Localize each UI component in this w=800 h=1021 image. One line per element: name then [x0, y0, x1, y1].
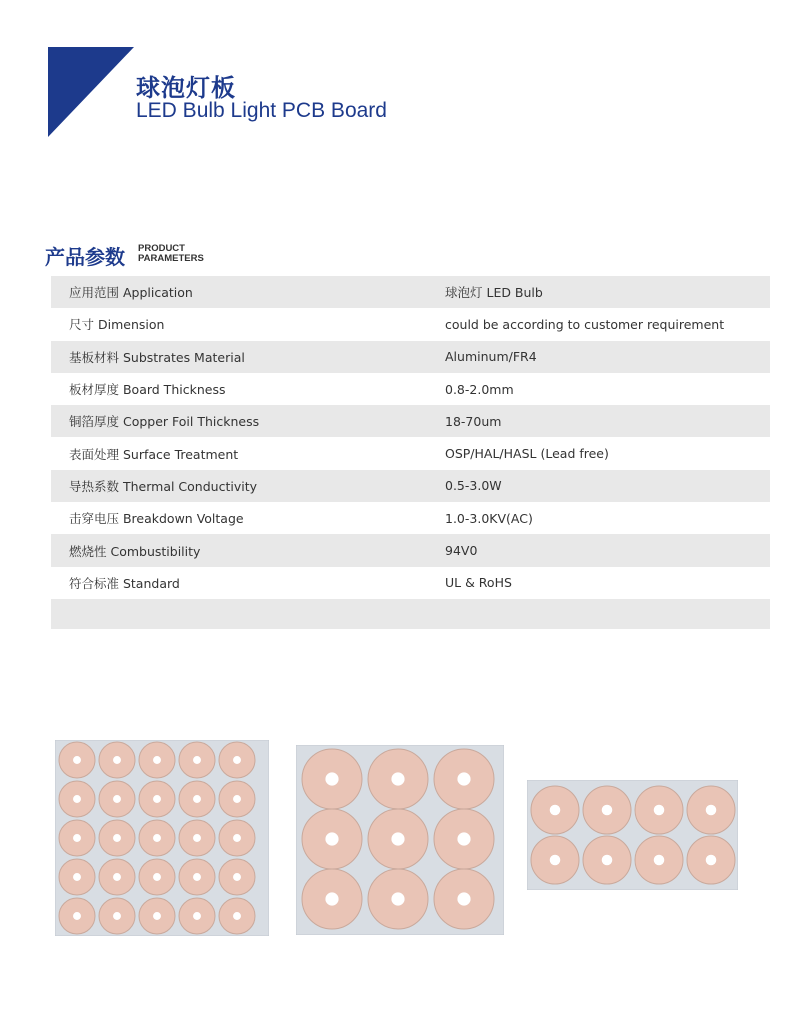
- param-label: 尺寸 Dimension: [69, 317, 165, 333]
- param-label: 燃烧性 Combustibility: [69, 543, 201, 559]
- pcb-center-hole: [153, 912, 161, 920]
- section-title-en-line1: PRODUCT: [138, 243, 185, 254]
- param-label: 应用范围 Application: [69, 285, 193, 301]
- param-value: 0.5-3.0W: [445, 478, 502, 494]
- pcb-center-hole: [457, 832, 470, 845]
- page-title-cn: 球泡灯板: [136, 74, 236, 102]
- pcb-center-hole: [457, 772, 470, 785]
- pcb-center-hole: [325, 892, 338, 905]
- pcb-center-hole: [113, 795, 121, 803]
- pcb-center-hole: [73, 873, 81, 881]
- pcb-center-hole: [113, 912, 121, 920]
- table-row: [51, 534, 770, 566]
- pcb-center-hole: [153, 834, 161, 842]
- table-row-empty: [51, 599, 770, 629]
- pcb-center-hole: [193, 912, 201, 920]
- pcb-center-hole: [153, 756, 161, 764]
- table-row: [51, 502, 770, 534]
- param-label: 符合标准 Standard: [69, 575, 180, 591]
- table-row: [51, 567, 770, 599]
- pcb-center-hole: [550, 855, 561, 866]
- pcb-center-hole: [233, 795, 241, 803]
- pcb-center-hole: [73, 756, 81, 764]
- param-value: 1.0-3.0KV(AC): [445, 510, 533, 526]
- table-row: [51, 405, 770, 437]
- param-value: could be according to customer requirement: [445, 316, 725, 332]
- page-title-en: LED Bulb Light PCB Board: [136, 99, 387, 122]
- pcb-center-hole: [113, 834, 121, 842]
- pcb-center-hole: [706, 805, 717, 816]
- pcb-center-hole: [233, 756, 241, 764]
- param-label: 导热系数 Thermal Conductivity: [69, 478, 257, 494]
- pcb-center-hole: [654, 855, 665, 866]
- param-value: 0.8-2.0mm: [445, 381, 514, 397]
- pcb-center-hole: [391, 772, 404, 785]
- param-value: OSP/HAL/HASL (Lead free): [445, 446, 609, 462]
- pcb-center-hole: [602, 855, 613, 866]
- section-title-cn: 产品参数: [45, 245, 125, 269]
- pcb-center-hole: [325, 772, 338, 785]
- param-value: 球泡灯 LED Bulb: [445, 285, 543, 301]
- table-row: [51, 341, 770, 373]
- pcb-center-hole: [550, 805, 561, 816]
- pcb-center-hole: [706, 855, 717, 866]
- pcb-center-hole: [153, 873, 161, 881]
- pcb-center-hole: [602, 805, 613, 816]
- param-label: 基板材料 Substrates Material: [69, 349, 245, 365]
- pcb-center-hole: [73, 834, 81, 842]
- pcb-center-hole: [113, 873, 121, 881]
- pcb-center-hole: [193, 834, 201, 842]
- param-value: 18-70um: [445, 413, 502, 429]
- pcb-center-hole: [113, 756, 121, 764]
- pcb-center-hole: [233, 873, 241, 881]
- param-value: UL & RoHS: [445, 575, 512, 591]
- table-row: [51, 470, 770, 502]
- param-label: 击穿电压 Breakdown Voltage: [69, 511, 244, 527]
- pcb-center-hole: [391, 892, 404, 905]
- pcb-center-hole: [233, 912, 241, 920]
- corner-triangle-decoration: [48, 47, 134, 137]
- table-row: [51, 373, 770, 405]
- pcb-center-hole: [233, 834, 241, 842]
- pcb-center-hole: [654, 805, 665, 816]
- param-label: 板材厚度 Board Thickness: [69, 382, 226, 398]
- table-row: [51, 437, 770, 469]
- pcb-center-hole: [193, 873, 201, 881]
- param-value: 94V0: [445, 543, 478, 559]
- table-row: [51, 276, 770, 308]
- table-row: [51, 308, 770, 340]
- pcb-center-hole: [73, 795, 81, 803]
- param-label: 铜箔厚度 Copper Foil Thickness: [69, 414, 260, 430]
- section-title-en: [138, 244, 204, 264]
- section-title-en-line2: PARAMETERS: [138, 253, 204, 264]
- parameters-table: [51, 276, 770, 629]
- pcb-center-hole: [325, 832, 338, 845]
- param-label: 表面处理 Surface Treatment: [69, 446, 239, 462]
- pcb-panel-3x3-image: [296, 745, 504, 935]
- param-value: Aluminum/FR4: [445, 349, 537, 365]
- pcb-center-hole: [391, 832, 404, 845]
- pcb-center-hole: [73, 912, 81, 920]
- pcb-panel-4x2-image: [527, 780, 738, 890]
- pcb-center-hole: [153, 795, 161, 803]
- pcb-panel-5x5-image: [55, 740, 269, 936]
- pcb-center-hole: [457, 892, 470, 905]
- pcb-center-hole: [193, 756, 201, 764]
- pcb-center-hole: [193, 795, 201, 803]
